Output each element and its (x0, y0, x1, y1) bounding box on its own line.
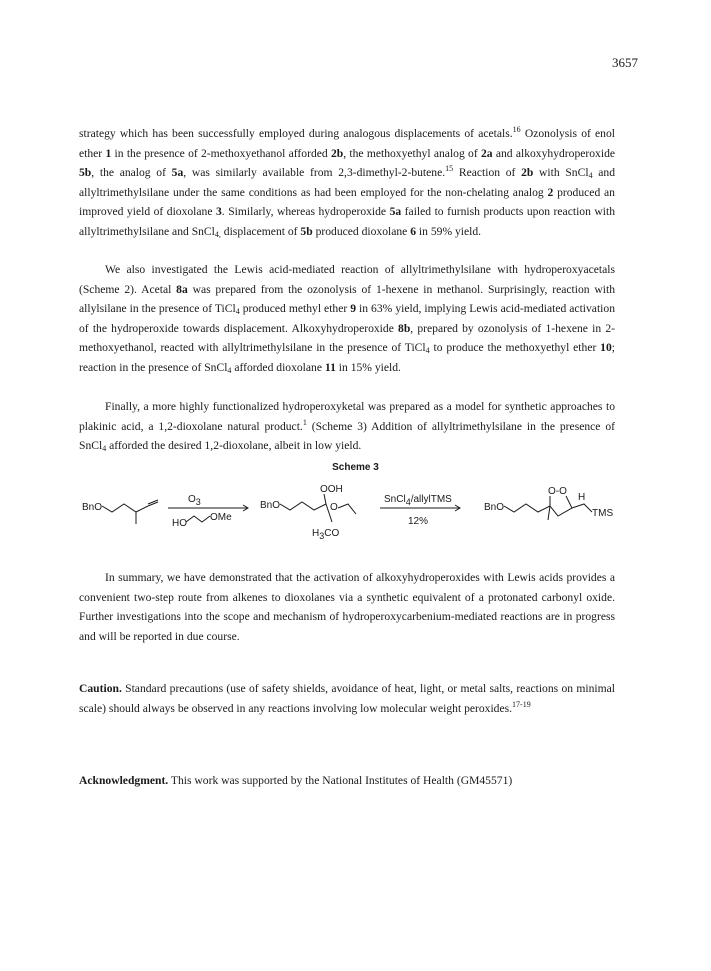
reagent-label: SnCl4/allylTMS (384, 494, 452, 507)
scheme-3-reaction (80, 478, 640, 548)
ome-label: OMe (210, 512, 232, 523)
bno-label-2: BnO (260, 500, 281, 511)
ring-oxygen-label: O (330, 502, 338, 513)
ho-label: HO (172, 518, 187, 529)
paragraph-plakinic-acid: Finally, a more highly functionalized hydroperoxyketal was prepared as a model for synthetic approaches to plakinic acid, a 1,2-dioxolane natural product.$^1$ (Scheme 3) Addition of allyltrimethylsilane in the presence of SnCl$_4$ afforded the desired 1,2-dioxolane, albeit in low yield. (79, 400, 616, 454)
yield-label: 12% (408, 516, 429, 527)
page-number: 3657 (612, 55, 638, 70)
bno-label-1: BnO (82, 502, 103, 513)
peroxide-ring-label: O-O (548, 486, 567, 497)
ooh-label: OOH (320, 484, 343, 495)
chain-2 (280, 502, 326, 510)
ozone-label: O3 (188, 494, 201, 507)
paragraph-lewis-acid: We also investigated the Lewis acid-mediated reaction of allyltrimethylsilane with hydroperoxyacetals (Scheme 2). Acetal 8a was prepared from the ozonolysis of 1-hexene in methanol. Surprisingly, reaction with allylsilane in the presence of TiCl$_4$ produced methyl ether 9 in 63% yield, implying Lewis acid-mediated activation of the hydroperoxide towards displacement. Alkoxyhydroperoxide 8b, prepared by ozonolysis of 1-hexene in 2-methoxyethanol, reacted with allyltrimethylsilane in the presence of TiCl$_4$ to produce the methoxyethyl ether 10; reaction in the presence of SnCl$_4$ afforded dioxolane 11 in 15% yield. (79, 263, 615, 375)
h3co-label: H3CO (312, 528, 340, 541)
h-label: H (578, 492, 586, 503)
paragraph-summary: In summary, we have demonstrated that the activation of alkoxyhydroperoxides with Lewis acids provides a convenient two-step route from alkenes to dioxolanes via a synthetic equivalent of a protonated carbonyl oxide. Further investigations into the scope and mechanism of hydroperoxycarbenium-mediated reactions are in progress and will be reported in due course. (79, 571, 615, 643)
paragraph-caution: Caution. Standard precautions (use of safety shields, avoidance of heat, light, or metal salts, reactions on minimal scale) should always be observed in any reactions involving low molecular weight peroxides.$^{17-19}$ (79, 682, 615, 715)
tms-label: TMS (592, 508, 614, 519)
bno-label-3: BnO (484, 502, 505, 513)
paragraph-strategy: strategy which has been successfully employed during analogous displacements of acetals.$^{16}$ Ozonolysis of enol ether 1 in the presence of 2-methoxyethanol afforded 2b, the methoxyethyl analog of 2a and alkoxyhydroperoxide 5b, the analog of 5a, was similarly available from 2,3-dimethyl-2-butene.$^{15}$ Reaction of 2b with SnCl$_4$ and allyltrimethylsilane under the same conditions as had been employed for the non-chelating analog 2 produced an improved yield of dioxolane 3. Similarly, whereas hydroperoxide 5a failed to furnish products upon reaction with allyltrimethylsilane and SnCl$_{4,}$ displacement of 5b produced dioxolane 6 in 59% yield. (79, 125, 616, 239)
paragraph-acknowledgment: Acknowledgment. This work was supported by the National Institutes of Health (GM45571) (79, 774, 513, 787)
scheme-title: Scheme 3 (332, 462, 379, 473)
chain-1 (102, 504, 148, 512)
chain-3 (504, 504, 550, 512)
